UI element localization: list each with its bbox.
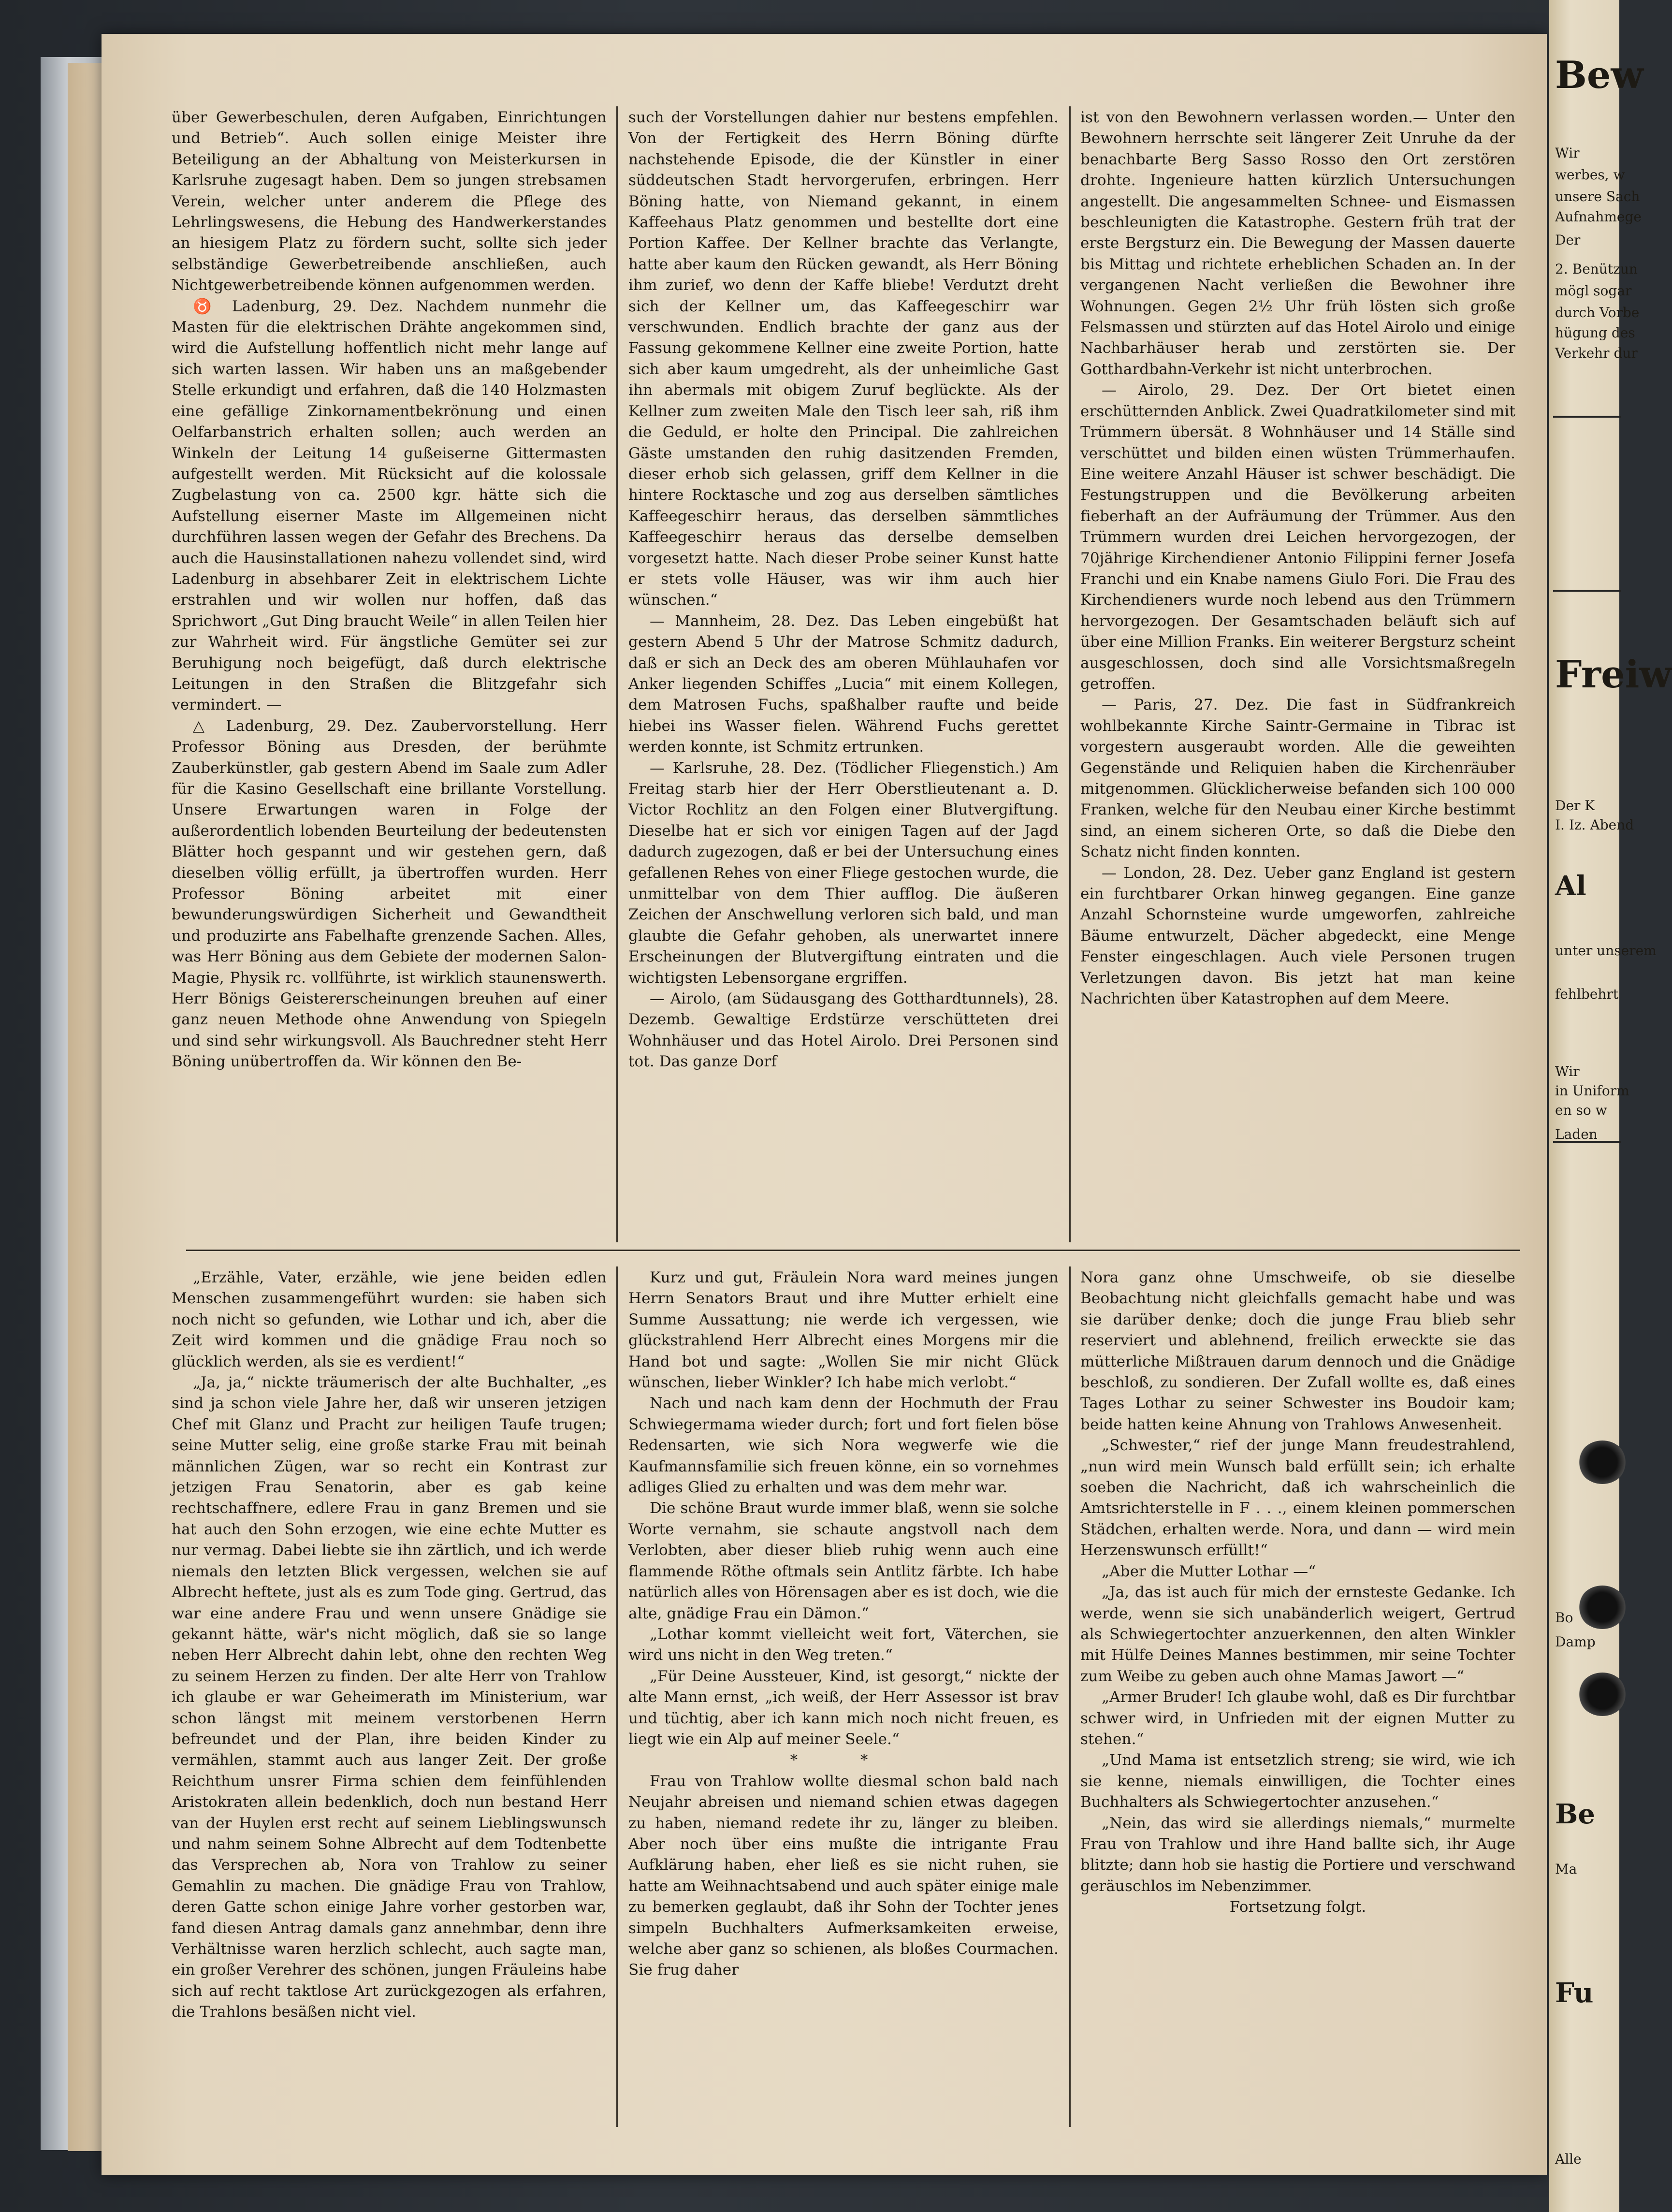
article-column-1: [172, 107, 607, 1073]
paragraph: Nora ganz ohne Umschweife, ob sie dieselbe Beobachtung nicht gleichfalls gemacht habe und was sie darüber denke; doch die junge Frau blieb sehr reserviert und ablehnend, freilich erweckte sie das mütterliche Mißtrauen darum dennoch und die Gnädige beschloß, zu sondieren. Der Zufall wollte es, daß eines Tages Lothar zu seiner Schwester ins Boudoir kam; beide hatten keine Ahnung von Trahlows Anwesenheit.: [1080, 1269, 1515, 1433]
adjacent-page-fragment: Fu: [1555, 1977, 1594, 2009]
adjacent-page-fragment: in Uniform: [1555, 1083, 1629, 1099]
adjacent-page-fragment: fehlbehrt: [1555, 986, 1619, 1002]
column-divider: [616, 1266, 618, 2127]
paragraph: — Karlsruhe, 28. Dez. (Tödlicher Fliegenstich.) Am Freitag starb hier der Herr Oberstlieutenant a. D. Victor Rochlitz an den Folgen einer Blutvergiftung. Dieselbe hat er sich vor einigen Tagen auf der Jagd dadurch zugezogen, daß er bei der Untersuchung eines gefallenen Rehes von einer Fliege gestochen wurde, die unmittelbar von dem Thier aufflog. Die äußeren Zeichen der Anschwellung verloren sich bald, und man glaubte die Gefahr gehoben, als unerwartet innere Erscheinungen der Blutvergiftung eintraten und die wichtigsten Lebensorgane ergriffen.: [628, 759, 1059, 987]
feuilleton-column-2: [628, 1267, 1059, 1981]
column-divider: [1069, 106, 1071, 1242]
paragraph: Die schöne Braut wurde immer blaß, wenn sie solche Worte vernahm, sie schaute angstvoll nach dem Verlobten, aber dieser blieb ruhig wenn auch eine flammende Röthe oftmals sein Antlitz färbte. Ich habe natürlich alles von Hörensagen aber es ist doch, wie die alte, gnädige Frau ein Dämon.“: [628, 1499, 1059, 1622]
adjacent-page-fragment: durch Vorbe: [1555, 305, 1640, 320]
continuation-note: Fortsetzung folgt.: [1229, 1898, 1367, 1916]
ornament-mark: [1578, 1586, 1627, 1629]
adjacent-page-fragment: Damp: [1555, 1634, 1596, 1650]
paragraph: ist von den Bewohnern verlassen worden.— Unter den Bewohnern herrschte seit längerer Zeit Unruhe da der benachbarte Berg Sasso Rosso den Ort zerstören drohte. Ingenieure hatten kürzlich Untersuchungen angestellt. Die angesammelten Schnee- und Eismassen beschleunigten die Katastrophe. Gestern früh trat der erste Bergsturz ein. Die Bewegung der Massen dauerte bis Mittag und richtete erheblichen Schaden an. In der vergangenen Nacht verließen die Bewohner ihre Wohnungen. Gegen 2½ Uhr früh lösten sich große Felsmassen und stürzten auf das Hotel Airolo und einige Nachbarhäuser herab und zerstörten sie. Der Gotthardbahn-Verkehr ist nicht unterbrochen.: [1080, 109, 1515, 378]
paragraph: — Airolo, 29. Dez. Der Ort bietet einen erschütternden Anblick. Zwei Quadratkilometer sind mit Trümmern übersät. 8 Wohnhäuser und 14 Ställe sind verschüttet und bilden einen wüsten Trümmerhaufen. Eine weitere Anzahl Häuser ist schwer beschädigt. Die Festungstruppen und die Bevölkerung arbeiten fieberhaft an der Aufräumung der Trümmer. Aus den Trümmern wurden drei Leichen hervorgezogen, der 70jährige Kirchendiener Antonio Filippini ferner Josefa Franchi und ein Knabe namens Giulo Fori. Die Frau des Kirchendieners wurde noch lebend aus den Trümmern hervorgezogen. Der Gesamtschaden beläuft sich auf über eine Million Franks. Ein weiterer Bergsturz scheint ausgeschlossen, doch sind alle Vorsichtsmaßregeln getroffen.: [1080, 381, 1515, 693]
adjacent-page-fragment: Bo: [1555, 1610, 1573, 1626]
adjacent-page-fragment: Freiw: [1555, 653, 1672, 697]
paragraph: „Ja, ja,“ nickte träumerisch der alte Buchhalter, „es sind ja schon viele Jahre her, daß wir unseren jetzigen Chef mit Glanz und Pracht zur heiligen Taufe trugen; seine Mutter selig, eine große starke Frau mit beinah männlichen Zügen, war so recht ein Kontrast zur jetzigen Frau Senatorin, aber es gab keine rechtschaffnere, edlere Frau in ganz Bremen und sie hat auch den Sohn erzogen, wie eine echte Mutter es nur vermag. Dabei liebte sie ihn zärtlich, und ich werde niemals den letzten Blick vergessen, welchen sie auf Albrecht heftete, just als es zum Tode ging. Gertrud, das war eine andere Frau und wenn unsere Gnädige sie gekannt hätte, wär's nicht möglich, daß sie so lange neben Herr Albrecht dahin lebt, ohne den rechten Weg zu seinem Herzen zu finden. Der alte Herr von Trahlow ich glaube er war Geheimerath im Ministerium, war schon längst mit meinem verstorbenen Herrn befreundet und der Plan, ihre beiden Kinder zu vermählen, stammt auch aus langer Zeit. Der große Reichthum unsrer Firma schien dem feinfühlenden Aristokraten allein bedenklich, doch nun bestand Herr van der Huylen erst recht auf seinem Lieblingswunsch und nahm seinem Sohne Albrecht auf dem Todtenbette das Versprechen ab, Nora von Trahlow zu seiner Gemahlin zu machen. Die gnädige Frau von Trahlow, deren Gatte schon einige Jahre vorher gestorben war, fand diesen Antrag damals ganz annehmbar, denn ihre Verhältnisse waren herzlich schlecht, auch sagte man, ein großer Verehrer des schönen, jungen Fräuleins habe sich auf recht taktlose Art zurückgezogen als erfahren, die Trahlons besäßen nicht viel.: [172, 1374, 607, 2021]
paragraph: Nach und nach kam denn der Hochmuth der Frau Schwiegermama wieder durch; fort und fort fielen böse Redensarten, wie sich Nora wegwerfe wie die Kaufmannsfamilie sich freuen könne, ein so vornehmes adliges Glied zu erhalten und was dem mehr war.: [628, 1395, 1059, 1497]
article-column-2: [628, 107, 1059, 1073]
paragraph: „Schwester,“ rief der junge Mann freudestrahlend, „nun wird mein Wunsch bald erfüllt sein; ich erhalte soeben die Nachricht, daß ich wahrscheinlich die Amtsrichterstelle in F . . ., einem kleinen pommerschen Städchen, erhalten werde. Nora, und dann — wird mein Herzenswunsch erfüllt!“: [1080, 1437, 1515, 1559]
page-stack-edge: [68, 63, 106, 2151]
paragraph: „Nein, das wird sie allerdings niemals,“ murmelte Frau von Trahlow und ihre Hand ballte sich, ihr Auge blitzte; dann hob sie hastig die Portiere und verschwand geräuschlos im Nebenzimmer.: [1080, 1814, 1515, 1895]
paragraph: — London, 28. Dez. Ueber ganz England ist gestern ein furchtbarer Orkan hinweg gegangen. Eine ganze Anzahl Schornsteine wurde umgeworfen, zahlreiche Bäume entwurzelt, Dächer abgedeckt, eine Menge Fenster eingeschlagen. Auch viele Personen trugen Verletzungen davon. Bis jetzt hat man keine Nachrichten über Katastrophen auf dem Meere.: [1080, 864, 1515, 1008]
paragraph: Frau von Trahlow wollte diesmal schon bald nach Neujahr abreisen und niemand schien etwas dagegen zu haben, niemand redete ihr zu, länger zu bleiben. Aber noch über eins mußte die intrigante Frau Aufklärung haben, eher ließ es sie nicht ruhen, sie hatte am Weihnachtsabend und auch später einige male zu bemerken geglaubt, daß ihr Sohn der Tochter jenes simpeln Buchhalters Aufmerksamkeiten erweise, welche aber ganz so schienen, als bloßes Courmachen. Sie frug daher: [628, 1772, 1059, 1979]
adjacent-page-fragment: unsere Sach: [1555, 189, 1640, 204]
paragraph: △ Ladenburg, 29. Dez. Zaubervorstellung. Herr Professor Böning aus Dresden, der berühmte Zauberkünstler, gab gestern Abend im Saale zum Adler für die Kasino Gesellschaft eine brillante Vorstellung. Unsere Erwartungen waren in Folge der außerordentlich lobenden Beurteilung der bedeutensten Blätter hoch gespannt und wir gestehen gern, daß dieselben völlig erfüllt, ja übertroffen wurden. Herr Professor Böning arbeitet mit einer bewunderungswürdigen Sicherheit und Gewandtheit und produzirte ans Fabelhafte grenzende Sachen. Alles, was Herr Böning aus dem Gebiete der modernen Salon-Magie, Physik rc. vollführte, ist wirklich staunenswerth. Herr Bönigs Geistererscheinungen breuhen auf einer ganz neuen Methode ohne Anwendung von Spiegeln und sind sehr wirkungsvoll. Als Bauchredner steht Herr Böning unübertroffen da. Wir können den Be-: [172, 717, 607, 1071]
adjacent-page-fragment: I. Iz. Abend: [1555, 817, 1634, 833]
paragraph: „Erzähle, Vater, erzähle, wie jene beiden edlen Menschen zusammengeführt wurden: sie haben sich noch nicht so gefunden, wie Lothar und ich, aber die Zeit wird kommen und die gnädige Frau noch so glücklich werden, als sie es verdient!“: [172, 1269, 607, 1370]
adjacent-page-fragment: Al: [1555, 870, 1586, 902]
paragraph: „Aber die Mutter Lothar —“: [1102, 1562, 1316, 1580]
adjacent-page-fragment: en so w: [1555, 1102, 1607, 1118]
paragraph: Kurz und gut, Fräulein Nora ward meines jungen Herrn Senators Braut und ihre Mutter erhielt eine Summe Aussattung; nie werde ich vergessen, wie glückstrahlend Herr Albrecht eines Morgens mir die Hand bot und sagte: „Wollen Sie mir nicht Glück wünschen, lieber Winkler? Ich habe mich verlobt.“: [628, 1269, 1059, 1392]
adjacent-page-edge: [1549, 0, 1672, 2212]
paragraph: „Lothar kommt vielleicht weit fort, Väterchen, sie wird uns nicht in den Weg treten.“: [628, 1625, 1059, 1664]
section-break: * *: [790, 1751, 897, 1769]
ornament-mark: [1578, 1673, 1627, 1716]
adjacent-page-fragment: Be: [1555, 1798, 1595, 1830]
paragraph: „Armer Bruder! Ich glaube wohl, daß es Dir furchtbar schwer wird, in Unfrieden mit der eignen Mutter zu stehen.“: [1080, 1688, 1515, 1748]
paragraph: ♉ Ladenburg, 29. Dez. Nachdem nunmehr die Masten für die elektrischen Drähte angekommen sind, wird die Aufstellung hoffentlich nicht mehr lange auf sich warten lassen. Wir haben uns an maßgebender Stelle erkundigt und erfahren, daß die 140 Holzmasten eine gefällige Zinkornamentbekrönung und einen Oelfarbanstrich erhalten sollen; auch werden an Winkeln der Leitung 14 gußeiserne Gittermasten aufgestellt werden. Mit Rücksicht auf die kolossale Zugbelastung von ca. 2500 kgr. hätte sich die Aufstellung eiserner Maste im Allgemeinen nicht durchführen lassen wegen der Gefahr des Brechens. Da auch die Hausinstallationen nahezu vollendet sind, wird Ladenburg in absehbarer Zeit in elektrischem Lichte erstrahlen und wir wollen nur hoffen, daß das Sprichwort „Gut Ding braucht Weile“ in allen Teilen hier zur Wahrheit wird. Für ängstliche Gemüter sei zur Beruhigung noch beigefügt, daß durch elektrische Leitungen in den Straßen die Blitzgefahr sich vermindert. —: [172, 297, 607, 714]
paragraph: „Und Mama ist entsetzlich streng; sie wird, wie ich sie kenne, niemals einwilligen, die Tochter eines Buchhalters als Schwiegertochter anzusehen.“: [1080, 1751, 1515, 1811]
adjacent-page-fragment: Wir: [1555, 1063, 1580, 1079]
adjacent-page-fragment: Wir: [1555, 145, 1580, 161]
adjacent-page-fragment: werbes, w: [1555, 167, 1625, 183]
adjacent-page-fragment: Aufnahmege: [1555, 209, 1642, 225]
adjacent-page-fragment: Ma: [1555, 1861, 1577, 1877]
paragraph: — Mannheim, 28. Dez. Das Leben eingebüßt hat gestern Abend 5 Uhr der Matrose Schmitz dadurch, daß er sich an Deck des am oberen Mühlauhafen vor Anker liegenden Schiffes „Lucia“ mit einem Kollegen, dem Matrosen Fuchs, spaßhalber raufte und beide hiebei ins Wasser fielen. Während Fuchs gerettet werden konnte, ist Schmitz ertrunken.: [628, 612, 1059, 756]
adjacent-page-fragment: 2. Benützun: [1555, 261, 1638, 277]
adjacent-page-fragment: Der: [1555, 232, 1581, 248]
rule: [1553, 590, 1621, 592]
feuilleton-column-3: [1080, 1267, 1515, 1918]
adjacent-page-fragment: Verkehr dur: [1555, 345, 1638, 361]
adjacent-page-fragment: Laden: [1555, 1126, 1598, 1142]
adjacent-page-fragment: Der K: [1555, 798, 1595, 814]
paragraph: „Für Deine Aussteuer, Kind, ist gesorgt,“ nickte der alte Mann ernst, „ich weiß, der Herr Assessor ist brav und tüchtig, aber ich kann mich noch nicht freuen, es liegt wie ein Alp auf meiner Seele.“: [628, 1667, 1059, 1748]
feuilleton-column-1: [172, 1267, 607, 2023]
paragraph: — Airolo, (am Südausgang des Gotthardtunnels), 28. Dezemb. Gewaltige Erdstürze verschütteten drei Wohnhäuser und das Hotel Airolo. Drei Personen sind tot. Das ganze Dorf: [628, 990, 1059, 1071]
adjacent-page-fragment: Alle: [1555, 2151, 1582, 2167]
rule: [1553, 416, 1621, 418]
feuilleton-separator-rule: [186, 1250, 1520, 1251]
paragraph: such der Vorstellungen dahier nur bestens empfehlen. Von der Fertigkeit des Herrn Böning dürfte nachstehende Episode, die der Künstler in einer süddeutschen Stadt hervorgerufen, erbringen. Herr Böning hatte, von Niemand gekannt, in einem Kaffeehaus Platz genommen und bestellte dort eine Portion Kaffee. Der Kellner brachte das Verlangte, hatte aber kaum den Rücken gewandt, als Herr Böning ihm zurief, wo denn der Kaffe bliebe! Verdutzt dreht sich der Kellner um, das Kaffeegeschirr war verschwunden. Endlich brachte der ganz aus der Fassung gekommene Kellner eine zweite Portion, hatte sich aber kaum umgedreht, als der unheimliche Gast ihn abermals mit obigem Zuruf beglückte. Als der Kellner zum zweiten Male den Tisch leer sah, riß ihm die Geduld, er holte den Principal. Die zahlreichen Gäste umstanden den ruhig dasitzenden Fremden, dieser erhob sich gelassen, griff dem Kellner in die hintere Rocktasche und zog aus derselben sämtliches Kaffeegeschirr heraus, das derselben sämmtliches Kaffeegeschirr heraus das derselbe demselben vorgesetzt hatte. Nach dieser Probe seiner Kunst hatte er stets volle Häuser, was wir ihm auch hier wünschen.“: [628, 109, 1059, 609]
adjacent-page-fragment: hügung des: [1555, 325, 1635, 341]
article-column-3: [1080, 107, 1515, 1009]
paragraph: über Gewerbeschulen, deren Aufgaben, Einrichtungen und Betrieb“. Auch sollen einige Meister ihre Beteiligung an der Abhaltung von Meisterkursen in Karlsruhe zugesagt haben. Dem so jungen strebsamen Verein, welcher unter anderem die Pflege des Lehrlingswesens, die Hebung des Handwerkerstandes an hiesigem Platz zu fördern sucht, sollte sich jeder selbständige Gewerbetreibende anschließen, auch Nichtgewerbetreibende können aufgenommen werden.: [172, 109, 607, 294]
adjacent-page-fragment: mögl sogar: [1555, 283, 1632, 299]
adjacent-page-fragment: Bew: [1555, 53, 1643, 97]
column-divider: [1069, 1266, 1071, 2127]
ornament-mark: [1578, 1441, 1627, 1484]
column-divider: [616, 106, 618, 1242]
paragraph: — Paris, 27. Dez. Die fast in Südfrankreich wohlbekannte Kirche Saintr-Germaine in Tibrac ist vorgestern ausgeraubt worden. Alle die geweihten Gegenstände und Reliquien haben die Kirchenräuber mitgenommen. Glücklicherweise befanden sich 100 000 Franken, welche für den Neubau einer Kirche bestimmt sind, an einem sicheren Orte, so daß die Diebe den Schatz nicht finden konnten.: [1080, 696, 1515, 861]
adjacent-page-fragment: unter unserem: [1555, 943, 1657, 959]
paragraph: „Ja, das ist auch für mich der ernsteste Gedanke. Ich werde, wenn sie sich unabänderlich weigert, Gertrud als Schwiegertochter anzuerkennen, den alten Winkler mit Hülfe Deines Mannes bestimmen, mir seine Tochter zum Weibe zu geben auch ohne Mamas Jawort —“: [1080, 1584, 1515, 1685]
